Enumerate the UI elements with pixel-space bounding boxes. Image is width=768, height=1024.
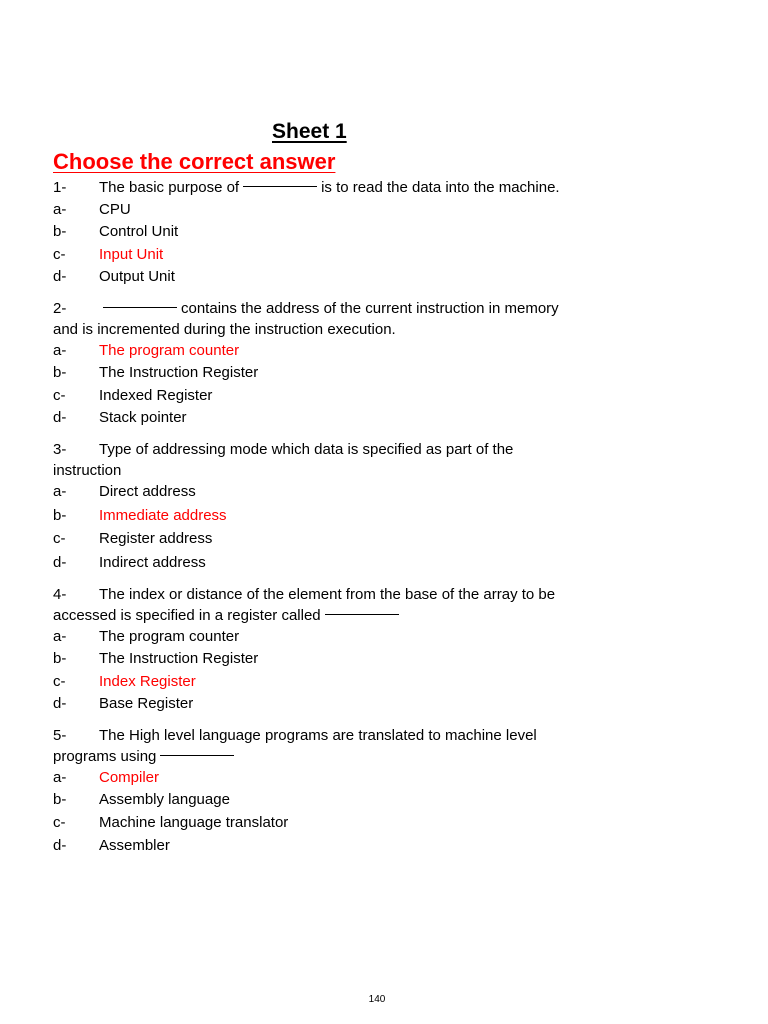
section-heading: Choose the correct answer — [53, 149, 336, 174]
question-number: 3- — [53, 441, 67, 458]
question-2-option-d — [53, 408, 187, 428]
option-text: Assembly language — [99, 791, 230, 808]
option-text: Machine language translator — [99, 814, 289, 831]
option-letter: c- — [53, 387, 66, 404]
option-letter: b- — [53, 364, 67, 381]
question-5-option-c — [53, 813, 288, 833]
option-letter: b- — [53, 650, 67, 667]
option-text: Stack pointer — [99, 409, 187, 426]
correct-option-text: Index Register — [99, 673, 196, 690]
question-text: contains the address of the current instruction in memory — [181, 300, 559, 317]
option-letter: a- — [53, 342, 67, 359]
option-letter: d- — [53, 268, 67, 285]
option-text: Control Unit — [99, 223, 179, 240]
option-letter: b- — [53, 791, 67, 808]
option-letter: c- — [53, 673, 66, 690]
question-2-option-a — [53, 341, 239, 361]
question-1-option-b — [53, 222, 178, 242]
option-text: Register address — [99, 530, 213, 547]
question-3-option-a — [53, 482, 196, 502]
option-letter: c- — [53, 814, 66, 831]
question-text: accessed is specified in a register called — [53, 607, 321, 624]
correct-option-text: Compiler — [99, 769, 160, 786]
question-number: 1- — [53, 179, 67, 196]
question-4-option-b — [53, 649, 258, 669]
option-letter: c- — [53, 246, 66, 263]
answer-blank — [160, 755, 234, 756]
option-text: Output Unit — [99, 268, 175, 285]
question-5-option-b — [53, 790, 230, 810]
question-1-option-a — [53, 200, 131, 220]
question-4-stem — [53, 585, 555, 605]
question-3-option-b — [53, 506, 227, 526]
option-letter: d- — [53, 409, 67, 426]
question-2-option-c — [53, 386, 212, 406]
question-4-option-c — [53, 672, 196, 692]
question-text: is to read the data into the machine. — [321, 179, 560, 196]
question-3-option-d — [53, 553, 206, 573]
question-5-option-d — [53, 836, 170, 856]
option-text: Assembler — [99, 837, 170, 854]
correct-option-text: Input Unit — [99, 246, 164, 263]
option-text: Direct address — [99, 483, 196, 500]
question-1-stem — [53, 178, 560, 198]
question-number: 4- — [53, 586, 67, 603]
sheet-title: Sheet 1 — [272, 120, 347, 143]
question-3-stem — [53, 440, 513, 460]
option-letter: a- — [53, 483, 67, 500]
option-text: The Instruction Register — [99, 364, 259, 381]
option-letter: d- — [53, 695, 67, 712]
correct-option-text: The program counter — [99, 342, 240, 359]
option-letter: a- — [53, 628, 67, 645]
question-2-stem — [53, 299, 559, 319]
question-1-option-d — [53, 267, 175, 287]
question-text: The index or distance of the element from the base of the array to be — [99, 586, 556, 603]
question-3-option-c — [53, 529, 212, 549]
question-text: instruction — [53, 462, 122, 479]
correct-option-text: Immediate address — [99, 507, 227, 524]
option-text: The Instruction Register — [99, 650, 259, 667]
option-text: The program counter — [99, 628, 240, 645]
option-letter: a- — [53, 201, 67, 218]
option-text: Indexed Register — [99, 387, 213, 404]
option-text: Indirect address — [99, 554, 206, 571]
question-text: and is incremented during the instruction execution. — [53, 321, 396, 338]
question-5-option-a — [53, 768, 159, 788]
question-1-option-c — [53, 245, 163, 265]
question-4-stem-line2 — [53, 606, 403, 626]
question-3-stem-line2 — [53, 461, 121, 481]
question-5-stem-line2 — [53, 747, 238, 767]
answer-blank — [243, 186, 317, 187]
page-number: 140 — [368, 994, 386, 1005]
question-4-option-a — [53, 627, 239, 647]
option-letter: a- — [53, 769, 67, 786]
question-text: programs using — [53, 748, 157, 765]
option-letter: d- — [53, 554, 67, 571]
answer-blank — [325, 614, 399, 615]
option-letter: b- — [53, 223, 67, 240]
question-number: 5- — [53, 727, 67, 744]
question-4-option-d — [53, 694, 193, 714]
question-text: The High level language programs are translated to machine level — [99, 727, 537, 744]
question-text: Type of addressing mode which data is specified as part of the — [99, 441, 514, 458]
question-number: 2- — [53, 300, 67, 317]
question-text: The basic purpose of — [99, 179, 240, 196]
question-2-stem-line2 — [53, 320, 396, 340]
option-text: CPU — [99, 201, 131, 218]
option-letter: c- — [53, 530, 66, 547]
question-2-option-b — [53, 363, 258, 383]
option-letter: d- — [53, 837, 67, 854]
option-letter: b- — [53, 507, 67, 524]
question-5-stem — [53, 726, 537, 746]
answer-blank — [103, 307, 177, 308]
option-text: Base Register — [99, 695, 194, 712]
